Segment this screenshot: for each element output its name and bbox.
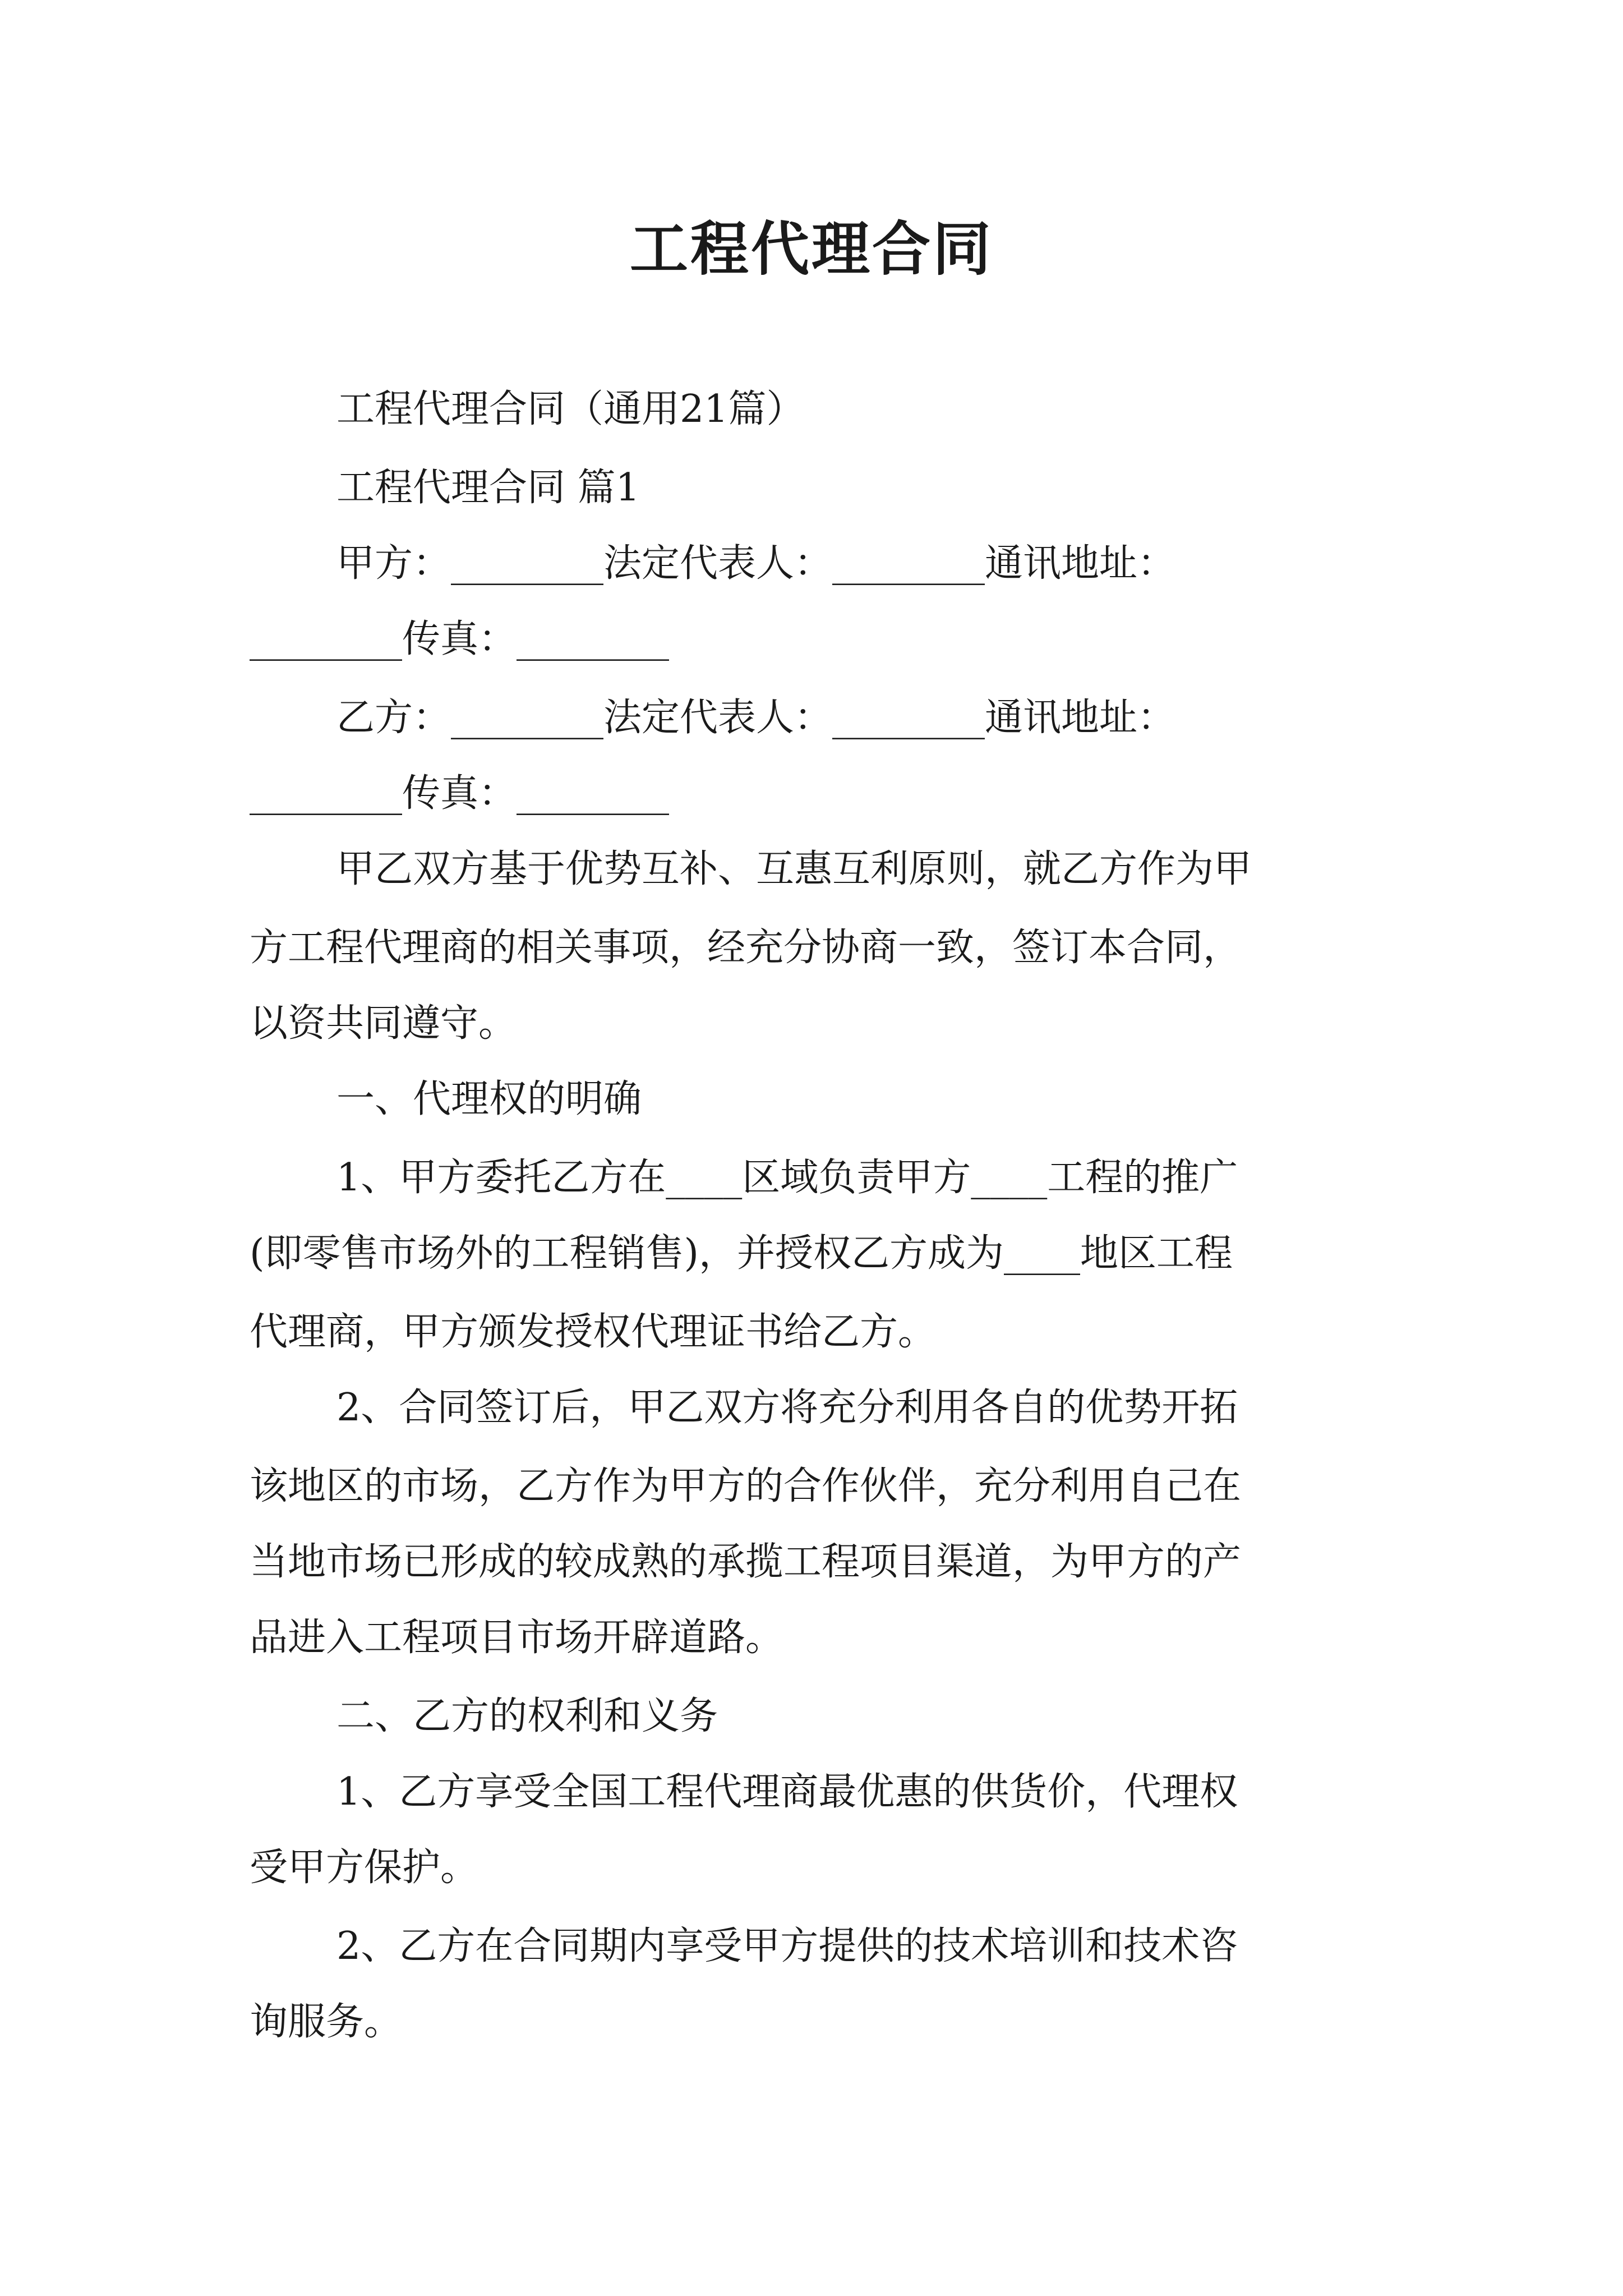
document-title: 工程代理合同 [629, 214, 993, 283]
section-heading-line: 一、代理权的明确 [336, 1077, 642, 1121]
subtitle-line: 工程代理合同（通用21篇） [336, 387, 805, 431]
paragraph-line: 1、乙方享受全国工程代理商最优惠的供货价，代理权 [336, 1770, 1238, 1814]
paragraph-line: 询服务。 [250, 2000, 403, 2044]
party-a-line: 甲方：________法定代表人：________通讯地址： [336, 541, 1176, 586]
paragraph-line: (即零售市场外的工程销售)，并授权乙方成为____地区工程 [250, 1231, 1233, 1276]
party-b-fax-line: ________传真：________ [250, 771, 670, 816]
paragraph-line: 受甲方保护。 [250, 1846, 479, 1890]
paragraph-line: 方工程代理商的相关事项，经充分协商一致，签订本合同， [250, 926, 1242, 970]
paragraph-line: 2、乙方在合同期内享受甲方提供的技术培训和技术咨 [336, 1924, 1238, 1968]
paragraph-line: 该地区的市场，乙方作为甲方的合作伙伴，充分利用自己在 [250, 1464, 1242, 1508]
paragraph-line: 1、甲方委托乙方在____区域负责甲方____工程的推广 [336, 1156, 1238, 1200]
section-heading-line: 二、乙方的权利和义务 [336, 1694, 718, 1738]
paragraph-line: 2、合同签订后，甲乙双方将充分利用各自的优势开拓 [336, 1386, 1238, 1430]
paragraph-line: 当地市场已形成的较成熟的承揽工程项目渠道，为甲方的产 [250, 1540, 1242, 1584]
paragraph-line: 甲乙双方基于优势互补、互惠互利原则，就乙方作为甲 [336, 847, 1252, 891]
party-b-line: 乙方：________法定代表人：________通讯地址： [336, 696, 1176, 740]
section-heading-line: 工程代理合同 篇1 [336, 466, 640, 510]
paragraph-line: 代理商，甲方颁发授权代理证书给乙方。 [250, 1310, 937, 1354]
party-a-fax-line: ________传真：________ [250, 617, 670, 661]
paragraph-line: 品进入工程项目市场开辟道路。 [250, 1616, 784, 1660]
paragraph-line: 以资共同遵守。 [250, 1001, 517, 1046]
